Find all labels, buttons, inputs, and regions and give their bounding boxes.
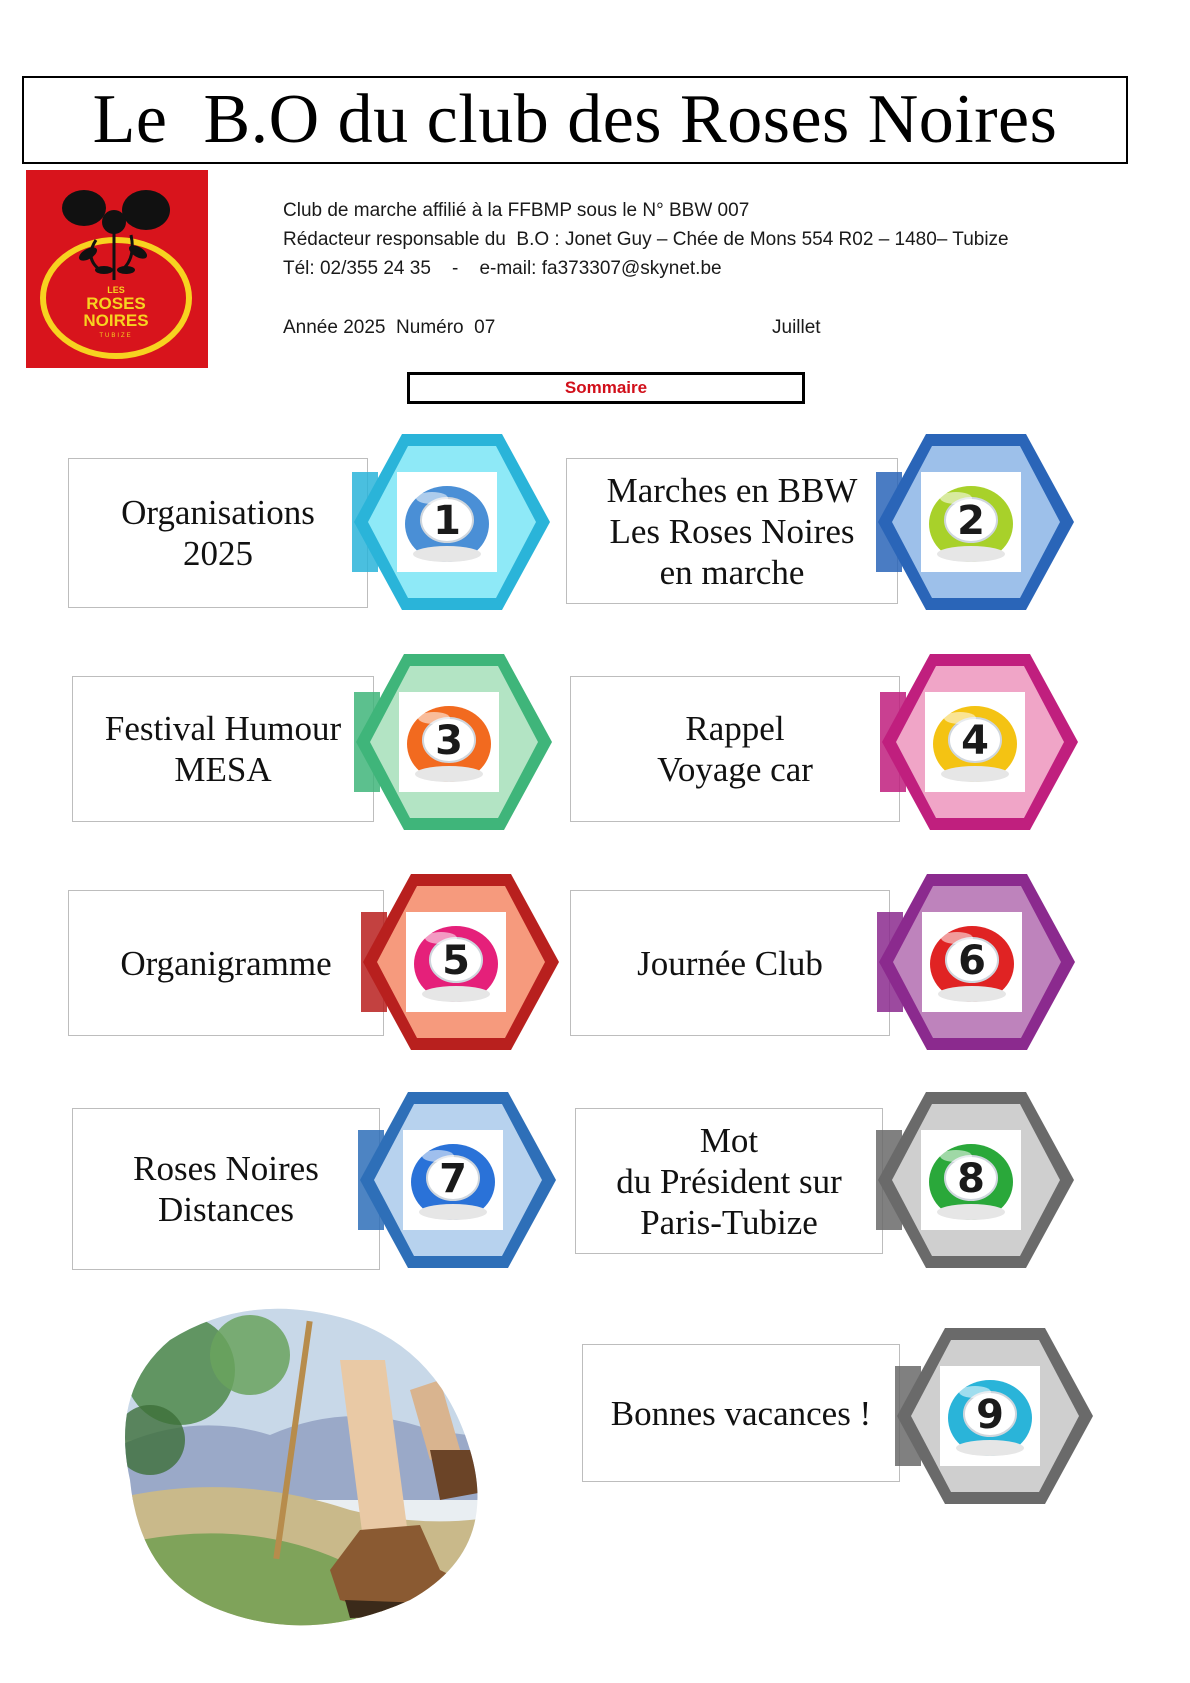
sommaire-item-text: Mot	[699, 1120, 759, 1160]
hexagon-badge-4	[880, 652, 1080, 832]
hexagon-badge-5	[361, 872, 561, 1052]
logo-line2: ROSES	[86, 294, 146, 313]
club-logo	[26, 170, 208, 368]
sommaire-item-4[interactable]	[570, 676, 900, 822]
sommaire-item-9[interactable]	[582, 1344, 900, 1482]
numbered-ball-icon	[358, 1090, 558, 1270]
hexagon-badge-8	[876, 1090, 1076, 1270]
numbered-ball-icon	[876, 1090, 1076, 1270]
numbered-ball-icon	[354, 652, 554, 832]
sommaire-item-5[interactable]	[68, 890, 384, 1036]
numbered-ball-icon	[895, 1326, 1095, 1506]
sommaire-item-text: Journée Club	[637, 943, 823, 983]
sommaire-item-text: en marche	[659, 552, 805, 592]
sommaire-item-text: Organisations	[121, 493, 315, 532]
hexagon-badge-3	[354, 652, 554, 832]
ball-number: 5	[442, 938, 470, 984]
newsletter-title: Le B.O du club des Roses Noires	[92, 81, 1058, 158]
sommaire-item-text: Marches en BBW	[606, 470, 858, 510]
numbered-ball-icon	[876, 432, 1076, 612]
hexagon-badge-2	[876, 432, 1076, 612]
sommaire-heading: Sommaire	[407, 372, 805, 404]
rose-flowers-icon	[62, 190, 170, 280]
logo-line3: NOIRES	[83, 311, 149, 330]
ball-number: 9	[976, 1392, 1004, 1438]
sommaire-item-text: Distances	[157, 1190, 295, 1229]
sommaire-item-text: Festival Humour	[104, 709, 342, 748]
logo-line4: TUBIZE	[99, 333, 133, 339]
sommaire-item-text: Roses Noires	[133, 1149, 319, 1188]
hexagon-badge-7	[358, 1090, 558, 1270]
sommaire-item-text: du Président sur	[616, 1161, 842, 1201]
numbered-ball-icon	[361, 872, 561, 1052]
ball-number: 6	[958, 938, 986, 984]
info-contact: Tél: 02/355 24 35 - e-mail: fa373307@skynet.be	[283, 258, 722, 279]
sommaire-item-text: Voyage car	[657, 750, 813, 789]
sommaire-item-text: Organigramme	[120, 943, 332, 983]
sommaire-item-text: Bonnes vacances !	[610, 1393, 872, 1433]
numbered-ball-icon	[352, 432, 552, 612]
issue-number: Année 2025 Numéro 07	[283, 317, 496, 338]
numbered-ball-icon	[880, 652, 1080, 832]
sommaire-item-1[interactable]	[68, 458, 368, 608]
ball-number: 3	[435, 718, 463, 764]
ball-number: 7	[439, 1156, 467, 1202]
newsletter-title-box	[22, 76, 1128, 164]
info-affiliation: Club de marche affilié à la FFBMP sous le N° BBW 007	[283, 200, 750, 221]
sommaire-item-text: Les Roses Noires	[609, 511, 855, 551]
logo-line1: LES	[107, 285, 125, 295]
ball-number: 8	[957, 1156, 985, 1202]
sommaire-item-text: Rappel	[685, 709, 785, 748]
sommaire-item-8[interactable]	[575, 1108, 883, 1254]
sommaire-item-text: 2025	[183, 534, 253, 573]
sommaire-item-3[interactable]	[72, 676, 374, 822]
sommaire-item-7[interactable]	[72, 1108, 380, 1270]
info-editor: Rédacteur responsable du B.O : Jonet Guy – Chée de Mons 554 R02 – 1480– Tubize	[283, 229, 1009, 250]
hiking-illustration	[110, 1300, 505, 1635]
sommaire-item-6[interactable]	[570, 890, 890, 1036]
hexagon-badge-1	[352, 432, 552, 612]
ball-number: 1	[433, 498, 461, 544]
hiker-boot-illustration-icon	[110, 1300, 505, 1635]
roses-logo-icon	[26, 170, 208, 368]
ball-number: 2	[957, 498, 985, 544]
sommaire-item-text: Paris-Tubize	[640, 1202, 818, 1242]
hexagon-badge-9	[895, 1326, 1095, 1506]
sommaire-item-text: MESA	[174, 750, 272, 789]
ball-number: 4	[961, 718, 989, 764]
numbered-ball-icon	[877, 872, 1077, 1052]
sommaire-item-2[interactable]	[566, 458, 898, 604]
hexagon-badge-6	[877, 872, 1077, 1052]
issue-month: Juillet	[772, 317, 821, 338]
